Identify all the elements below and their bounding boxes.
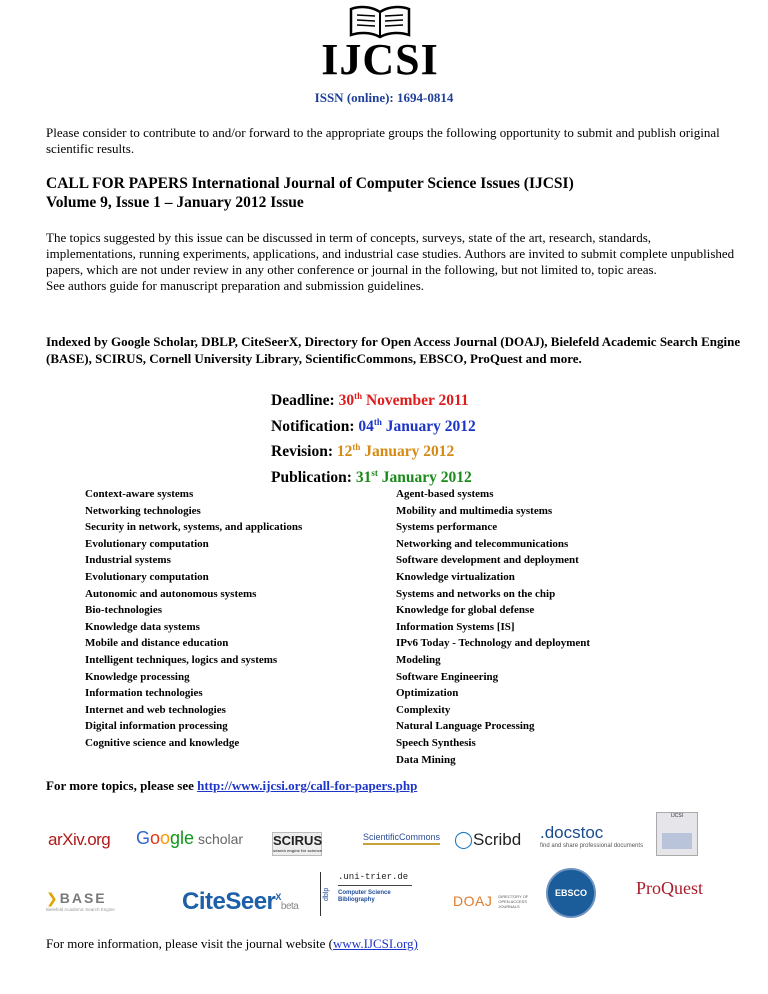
list-item: Complexity: [396, 703, 451, 716]
base-logo: ❯BASE Bielefeld Academic Search Engine: [46, 890, 115, 912]
list-item: Internet and web technologies: [85, 703, 226, 716]
list-item: Natural Language Processing: [396, 720, 535, 733]
more-topics-label: For more topics, please see: [46, 778, 198, 793]
list-item: Speech Synthesis: [396, 736, 476, 749]
important-dates: [271, 386, 476, 489]
list-item: Information technologies: [85, 687, 203, 700]
list-item: Systems performance: [396, 521, 498, 534]
arxiv-logo: arXiv.org: [48, 830, 111, 849]
google-scholar-logo: Google scholar: [136, 828, 244, 848]
date-publication: Publication: 31st January 2012: [271, 467, 472, 487]
list-item: Agent-based systems: [396, 488, 494, 500]
base-arrow-icon: ❯: [46, 890, 60, 906]
list-item: Data Mining: [396, 753, 456, 766]
cover-graphic: [662, 833, 692, 849]
indexing-logos-row-2: [40, 868, 730, 926]
proquest-logo: ProQuest: [636, 878, 703, 898]
date-deadline: Deadline: 30th November 2011: [271, 391, 469, 410]
list-item: Evolutionary computation: [85, 570, 209, 583]
call-for-papers-link[interactable]: http://www.ijcsi.org/call-for-papers.php: [197, 778, 418, 793]
footer-note: [46, 936, 418, 952]
list-item: Software Engineering: [396, 670, 499, 683]
scirus-logo: SCIRUS search engine for science: [272, 832, 322, 856]
list-item: Systems and networks on the chip: [396, 587, 556, 600]
list-item: Networking and telecommunications: [396, 537, 569, 550]
list-item: Knowledge for global defense: [396, 604, 535, 617]
indexing-logos-row-1: [40, 812, 730, 858]
dblp-logo: dblp .uni-trier.de Computer Science Bibliography: [320, 872, 420, 916]
list-item: Modeling: [396, 653, 441, 666]
topics-description: [46, 230, 736, 294]
date-notification: Notification: 04th January 2012: [271, 416, 476, 435]
topics-list-right: [396, 486, 590, 768]
list-item: Digital information processing: [85, 720, 228, 733]
list-item: Evolutionary computation: [85, 537, 209, 550]
scribd-icon: ◯: [454, 830, 474, 849]
indexed-by: Indexed by Google Scholar, DBLP, CiteSeerX, Directory for Open Access Journal (DOAJ), Bielefeld Academic Search Engine (BASE), SCIRUS, Cornell University Library, ScientificCommons, EBSCO, ProQuest and more.: [46, 334, 741, 366]
date-revision: Revision: 12th January 2012: [271, 442, 455, 461]
list-item: Knowledge data systems: [85, 620, 200, 633]
list-item: IPv6 Today - Technology and deployment: [396, 637, 591, 650]
list-item: Information Systems [IS]: [396, 620, 515, 633]
docstoc-logo: .docstoc find and share professional documents: [540, 823, 644, 849]
authors-guide-note: See authors guide for manuscript preparation and submission guidelines.: [46, 278, 425, 293]
list-item: Industrial systems: [85, 554, 171, 567]
date-label: Revision:: [271, 443, 333, 461]
list-item: Bio-technologies: [85, 604, 162, 617]
cfp-title: CALL FOR PAPERS International Journal of Computer Science Issues (IJCSI): [46, 175, 574, 192]
ebsco-logo: EBSCO: [546, 868, 596, 918]
logo-wordmark: IJCSI: [321, 35, 439, 84]
scribd-logo: ◯Scribd: [454, 830, 522, 849]
more-topics: [46, 778, 417, 794]
cfp-heading: [46, 174, 746, 212]
list-item: Mobility and multimedia systems: [396, 504, 553, 517]
ijcsi-cover-image: IJCSI: [656, 812, 698, 856]
citeseerx-logo: CiteSeer$^X$beta: [182, 888, 299, 915]
list-item: Knowledge processing: [85, 670, 190, 683]
list-item: Mobile and distance education: [85, 637, 229, 650]
topics-paragraph: The topics suggested by this issue can be discussed in term of concepts, surveys, state of the art, research, standards, implementations, running experiments, applications, and industrial case studies. Authors are invited to submit complete unpublished papers, which are not under review in any other conference or journal in the following, but not limited to, topic areas.: [46, 230, 735, 277]
topics-list-left: [85, 486, 302, 752]
list-item: Software development and deployment: [396, 554, 579, 567]
ijcsi-logo: [300, 4, 460, 84]
issn: ISSN (online): 1694-0814: [314, 90, 454, 105]
list-item: Cognitive science and knowledge: [85, 736, 240, 749]
date-label: Publication:: [271, 469, 352, 487]
intro-paragraph: Please consider to contribute to and/or forward to the appropriate groups the following opportunity to submit and publish original scientific results.: [46, 125, 720, 156]
cfp-volume: Volume 9, Issue 1 – January 2012 Issue: [46, 194, 304, 211]
date-label: Notification:: [271, 417, 355, 435]
list-item: Context-aware systems: [85, 488, 194, 500]
doaj-logo: DOAJ DIRECTORY OF OPEN ACCESS JOURNALS: [453, 892, 529, 910]
list-item: Networking technologies: [85, 504, 201, 517]
date-label: Deadline:: [271, 392, 335, 410]
journal-website-link[interactable]: www.IJCSI.org): [333, 936, 418, 951]
list-item: Autonomic and autonomous systems: [85, 587, 257, 600]
list-item: Intelligent techniques, logics and systems: [85, 653, 278, 666]
list-item: Knowledge virtualization: [396, 570, 515, 583]
scientificcommons-logo: ScientificCommons: [363, 832, 440, 845]
list-item: Optimization: [396, 687, 459, 700]
footer-label: For more information, please visit the journal website (: [46, 936, 334, 951]
list-item: Security in network, systems, and applications: [85, 521, 303, 534]
